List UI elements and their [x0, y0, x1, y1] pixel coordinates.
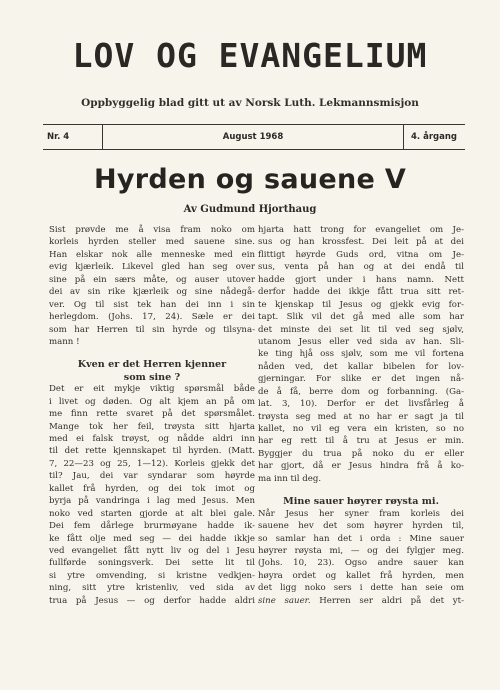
text-line: ning, sitt ytre kristenliv, ved sida av [49, 583, 255, 594]
issue-volume: 4. årgang [411, 132, 457, 142]
text-line: til? Jau, dei var syndarar som høyrde [49, 471, 255, 482]
text-line: som har Herren til sin hyrde og tilsyna- [49, 324, 255, 335]
text-line: 7, 22—23 og 25, 1—12). Korleis gjekk det [49, 458, 255, 469]
text-line: utanom Jesus eller ved sida av han. Sli- [258, 336, 464, 347]
paragraph-gap [258, 485, 464, 495]
text-line: evig kjærleik. Likevel gled han seg over [49, 262, 255, 273]
text-line: har gjort, då er Jesus hindra frå å ko- [258, 461, 464, 472]
paragraph-gap [49, 348, 255, 358]
text-line: sine på ein særs måte, og auser utover [49, 274, 255, 285]
text-line: ver. Og til sist tek han dei inn i sin [49, 299, 255, 310]
text-line: Mange tok her feil, trøysta sitt hjarta [49, 421, 255, 432]
text-line: byrja på vandringa i lag med Jesus. Men [49, 496, 255, 507]
italic-text: sine sauer. [258, 595, 311, 606]
issue-number: Nr. 4 [47, 132, 70, 142]
article-column-right [258, 224, 464, 607]
issue-date: August 1968 [222, 132, 284, 142]
text-line: sus og han krossfest. Dei leit på at dei [258, 237, 464, 248]
text-line: te kjenskap til Jesus og gjekk evig for- [258, 299, 464, 310]
text-line: me finn rette svaret på det spørsmålet. [49, 409, 255, 420]
text-line: sus, venta på han og at dei endå til [258, 262, 464, 273]
text-line: kallet, no vil eg vera ein kristen, so no [258, 424, 464, 434]
masthead-subtitle: Oppbyggelig blad gitt ut av Norsk Luth. Lekmannsmisjon [81, 97, 419, 109]
text-line: med ei falsk trøyst, og nådde aldri inn [49, 434, 255, 444]
text-line: flittigt høyrde Guds ord, vitna om Je- [258, 249, 464, 260]
section-heading: Kven er det Herren kjenner [77, 359, 227, 371]
text-line: trøysta seg med at no har er sagt ja til [258, 411, 464, 422]
text-line: i livet og døden. Og alt kjem an på om [49, 396, 255, 407]
text-line: nåden ved, det kallar bibelen for lov- [258, 361, 464, 372]
text-line: hjarta hatt trong for evangeliet om Je- [258, 225, 464, 235]
text-line: kallet frå hyrden, og dei tok imot og [49, 483, 255, 494]
text-line: de å få, berre dom og forbanning. (Ga- [258, 386, 464, 397]
text-line: Han elskar nok alle menneske med ein [49, 249, 255, 260]
text-line: lat. 3, 10). Derfor er det livsfårleg å [258, 399, 464, 410]
text-line: herlegdom. (Johs. 17, 24). Sæle er dei [49, 312, 255, 323]
text-line: ma inn til deg. [258, 473, 322, 484]
text-line: korleis hyrden steller med sauene sine. [49, 237, 255, 248]
text-line: mann ! [49, 336, 80, 347]
text-line: derfor hadde dei ikkje fått trua sitt ret- [258, 287, 464, 298]
article-title: Hyrden og sauene V [93, 164, 407, 195]
section-heading: Mine sauer høyrer røysta mi. [283, 496, 439, 508]
text-line: (Johs. 10, 23). Ogso andre sauer kan [258, 558, 464, 569]
text-line: trua på Jesus — og derfor hadde aldri [49, 595, 255, 606]
text-line: si ytre omvending, si kristne vedkjen- [49, 570, 255, 581]
text-line: til det rette kjennskapet til hyrden. (Matt. [49, 446, 255, 457]
text-line: Byggjer du trua på noko du er eller [258, 448, 464, 459]
text-line: har eg rett til å tru at Jesus er min. [258, 436, 464, 447]
text-line: fullførde soningsverk. Dei sette lit til [49, 558, 255, 569]
text-line: Dei fem dårlege brurmøyane hadde ik- [49, 521, 255, 532]
text-line: sine sauer. Herren ser aldri på det yt- [258, 595, 464, 606]
issue-info-bar [43, 124, 465, 150]
text-line: dei av sin rike kjærleik og sine nådegå- [49, 287, 255, 298]
text-line: ved evangeliet fått nytt liv og del i Jesu [49, 545, 255, 556]
article-column-left [49, 224, 255, 607]
text-line: so samlar han det i orda : Mine sauer [258, 533, 464, 544]
issue-divider [403, 125, 404, 149]
text-line: noko ved starten gjorde at alt blei gale. [49, 508, 255, 519]
text-line: sauene hev det som høyrer hyrden til, [258, 521, 464, 532]
masthead-title: LOV OG EVANGELIUM [72, 36, 428, 75]
text-line: Sist prøvde me å visa fram noko om [49, 225, 255, 235]
text-line: ke fått olje med seg — dei hadde ikkje [49, 533, 255, 544]
text-line: Når Jesus her syner fram korleis dei [258, 508, 464, 519]
text-line: høyrer røysta mi, — og dei fylgjer meg. [258, 545, 464, 556]
text-line: ke ting hjå oss sjølv, som me vil fortena [258, 349, 464, 360]
text-line: gjerningar. For slike er det ingen nå- [258, 374, 464, 385]
text-line: det ligg noko sers i dette han seie om [258, 583, 464, 594]
text-line: høyra ordet og kallet frå hyrden, men [258, 570, 464, 581]
section-heading: som sine ? [123, 371, 181, 383]
text-line: hadde gjort under i hans namn. Nett [258, 274, 464, 285]
text-line: tapt. Slik vil det gå med alle som har [258, 312, 464, 323]
text-line: Det er eit mykje viktig spørsmål både [49, 384, 255, 395]
article-author: Av Gudmund Hjorthaug [183, 204, 317, 215]
text-line: det minste dei set lit til ved seg sjølv, [258, 324, 464, 335]
